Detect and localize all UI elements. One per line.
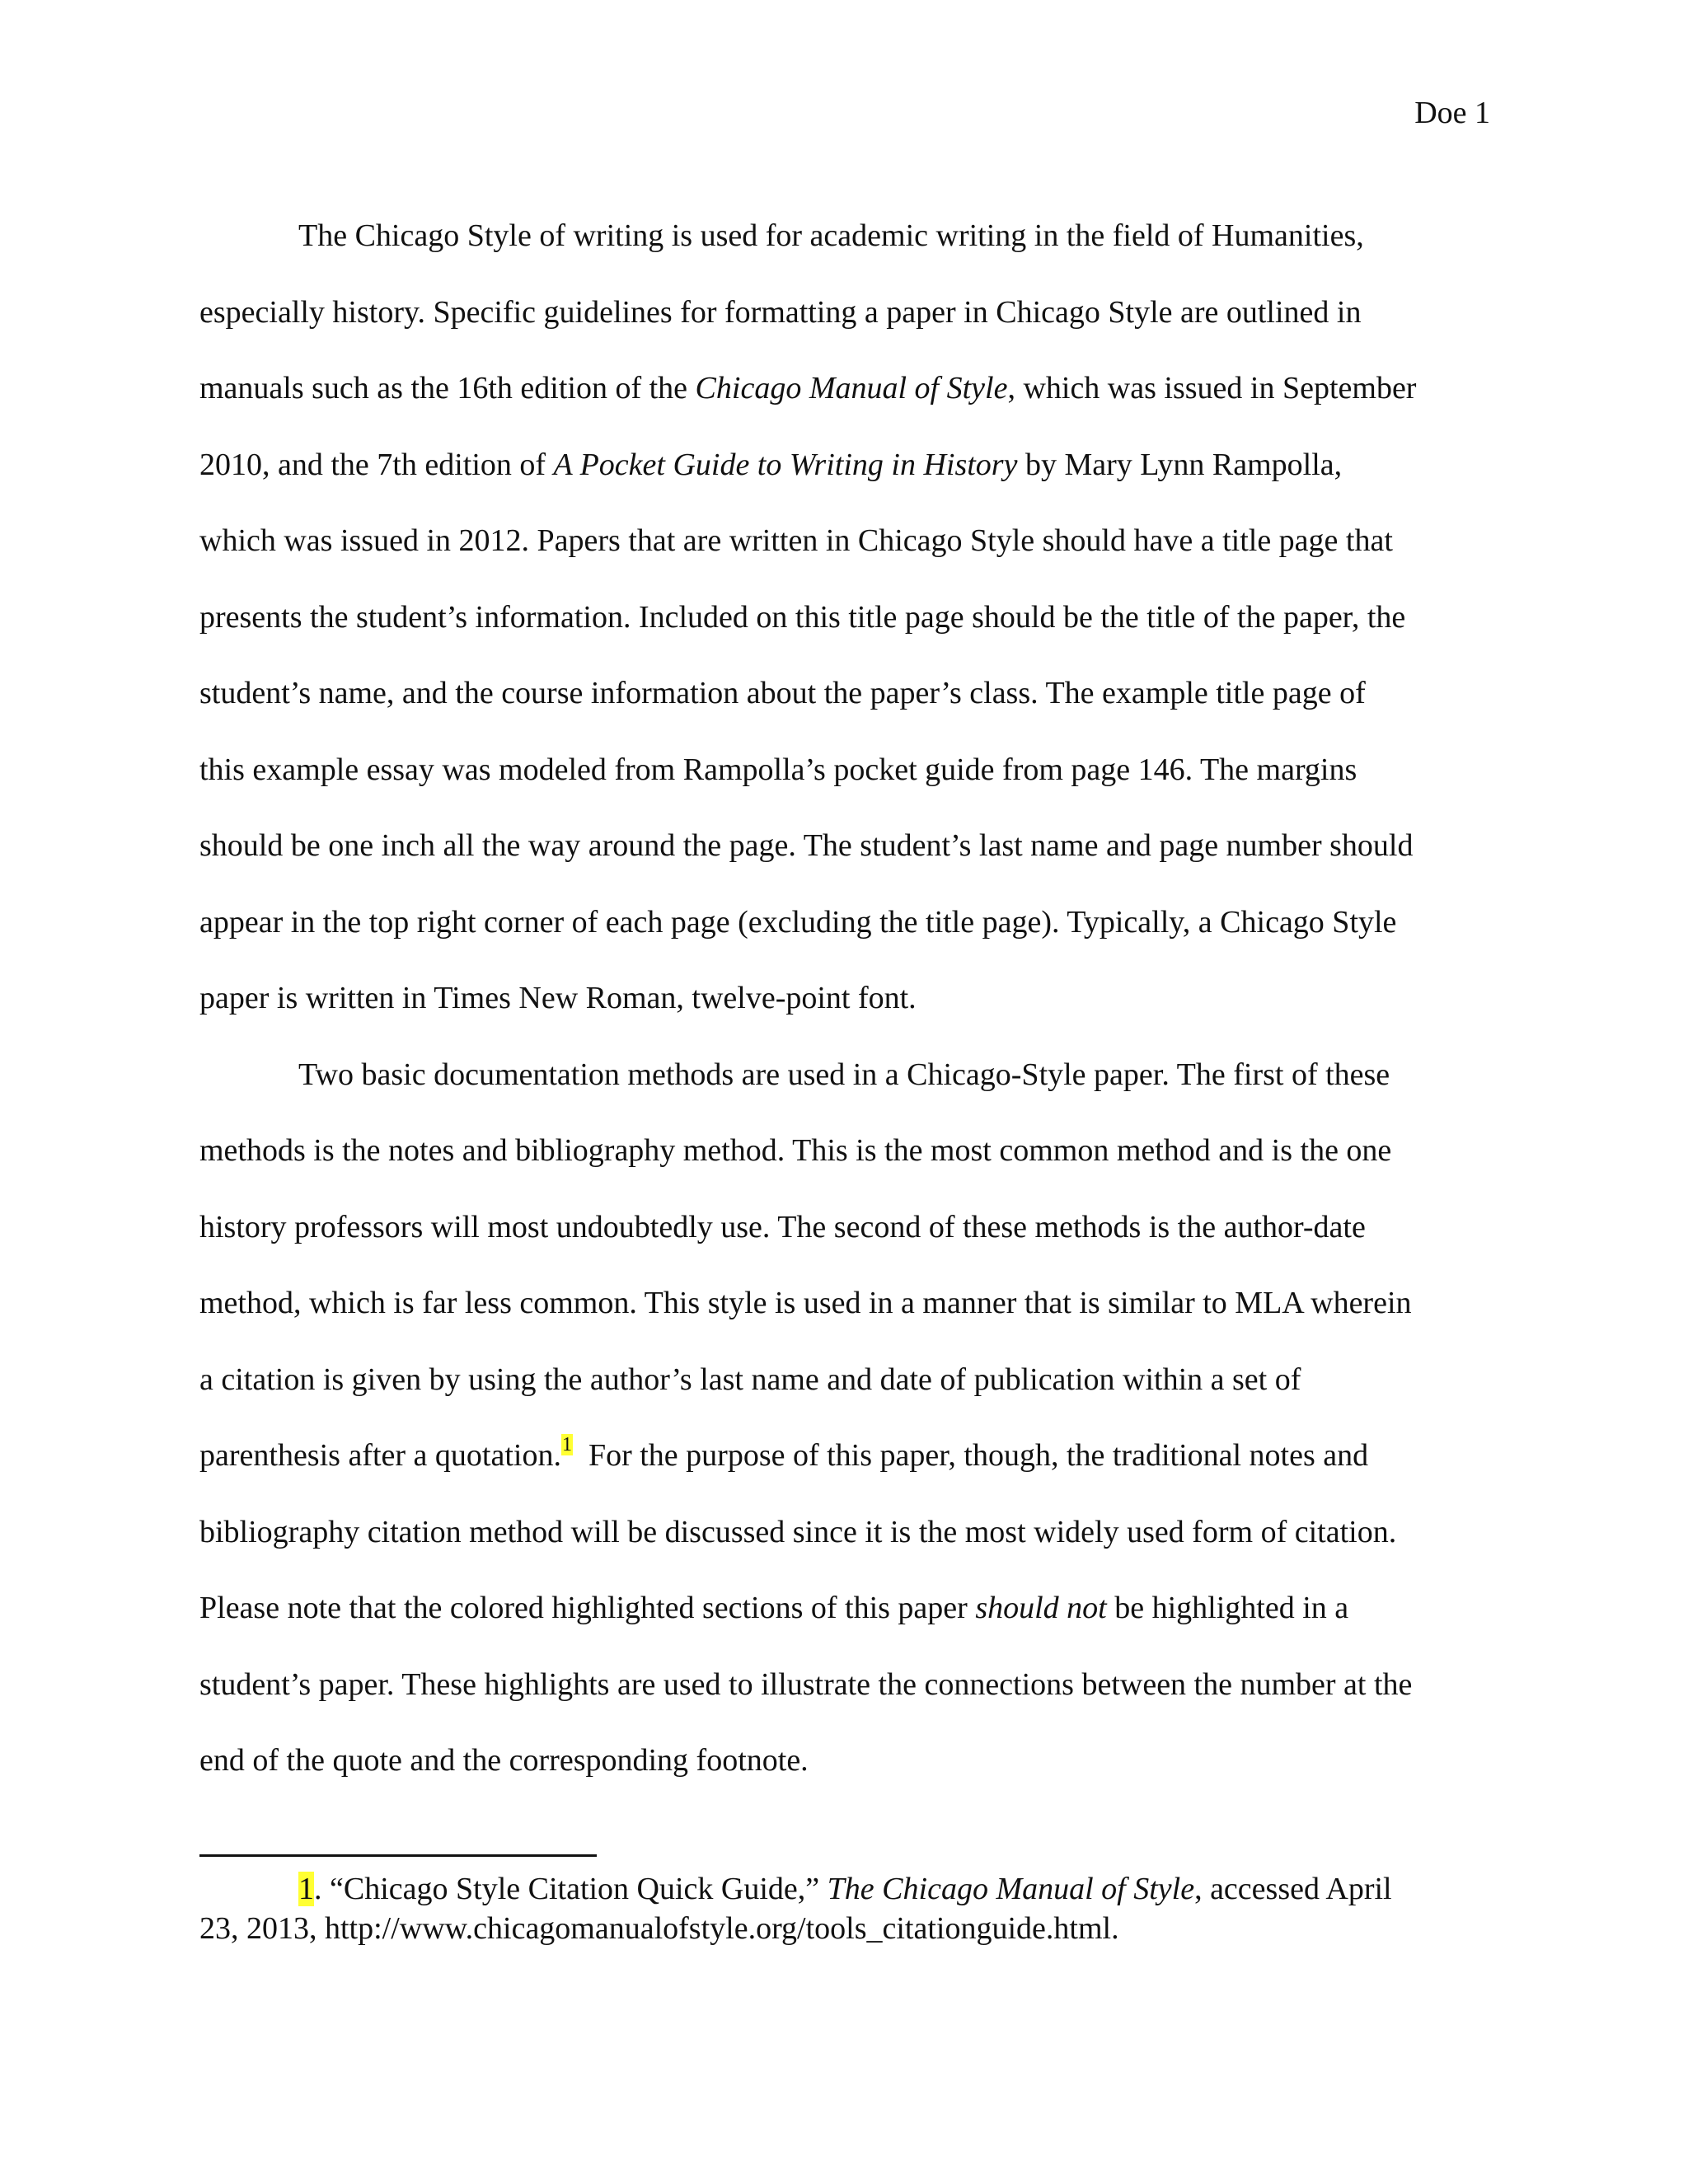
footnote-number: 1 <box>298 1872 314 1906</box>
text-run: 2010, and the 7th edition of <box>199 447 554 482</box>
paragraph-1 <box>199 198 1490 1037</box>
footnote-line <box>199 1869 1490 1909</box>
document-body <box>199 198 1490 1799</box>
book-title: A Pocket Guide to Writing in History <box>553 447 1018 482</box>
paragraph-line: especially history. Specific guidelines for formatting a paper in Chicago Style are outlined in <box>199 294 1362 330</box>
paragraph-line: which was issued in 2012. Papers that are written in Chicago Style should have a title page that <box>199 523 1393 558</box>
paragraph-line: Two basic documentation methods are used in a Chicago-Style paper. The first of these <box>298 1057 1390 1092</box>
text-run: Please note that the colored highlighted sections of this paper <box>199 1591 976 1625</box>
footnote-line: 23, 2013, http://www.chicagomanualofstyle.org/tools_citationguide.html. <box>199 1911 1119 1946</box>
running-head: Doe 1 <box>1414 96 1490 130</box>
book-title: Chicago Manual of Style <box>695 371 1008 405</box>
paragraph-line: methods is the notes and bibliography method. This is the most common method and is the one <box>199 1133 1392 1168</box>
paragraph-line <box>199 1570 1490 1647</box>
text-run: For the purpose of this paper, though, the traditional notes and <box>572 1438 1369 1473</box>
paragraph-line <box>199 1418 1490 1494</box>
paragraph-line: presents the student’s information. Included on this title page should be the title of the paper, the <box>199 599 1406 635</box>
paragraph-line: student’s paper. These highlights are used to illustrate the connections between the number at the <box>199 1666 1413 1702</box>
paragraph-line: appear in the top right corner of each page (excluding the title page). Typically, a Chicago Style <box>199 904 1397 940</box>
paragraph-line: should be one inch all the way around the page. The student’s last name and page number should <box>199 828 1414 863</box>
paragraph-line: history professors will most undoubtedly use. The second of these methods is the author-date <box>199 1209 1366 1244</box>
text-run: , which was issued in September <box>1007 371 1417 405</box>
paragraph-line: method, which is far less common. This style is used in a manner that is similar to MLA wherein <box>199 1286 1412 1320</box>
text-run: , accessed April <box>1194 1872 1392 1906</box>
paragraph-2 <box>199 1037 1490 1799</box>
text-run: by Mary Lynn Rampolla, <box>1017 447 1343 482</box>
book-title: The Chicago Manual of Style <box>827 1872 1195 1906</box>
paragraph-line: bibliography citation method will be discussed since it is the most widely used form of citation. <box>199 1514 1397 1549</box>
paragraph-line: a citation is given by using the author’s last name and date of publication within a set of <box>199 1361 1301 1397</box>
paragraph-line: paper is written in Times New Roman, twelve-point font. <box>199 981 917 1015</box>
footnote-separator <box>199 1854 597 1857</box>
paragraph-line: end of the quote and the corresponding footnote. <box>199 1743 809 1778</box>
paragraph-line <box>199 350 1490 427</box>
footnote-reference[interactable]: 1 <box>561 1434 572 1455</box>
footnote <box>199 1869 1490 1948</box>
emphasis: should not <box>975 1591 1107 1625</box>
paragraph-line: this example essay was modeled from Rampolla’s pocket guide from page 146. The margins <box>199 752 1357 787</box>
text-run: . “Chicago Style Citation Quick Guide,” <box>314 1872 828 1906</box>
text-run: parenthesis after a quotation. <box>199 1438 561 1473</box>
text-run: be highlighted in a <box>1106 1591 1349 1625</box>
paragraph-line: The Chicago Style of writing is used for academic writing in the field of Humanities, <box>298 218 1364 253</box>
paragraph-line: student’s name, and the course information about the paper’s class. The example title page of <box>199 676 1366 710</box>
paragraph-line <box>199 427 1490 504</box>
text-run: manuals such as the 16th edition of the <box>199 371 696 405</box>
